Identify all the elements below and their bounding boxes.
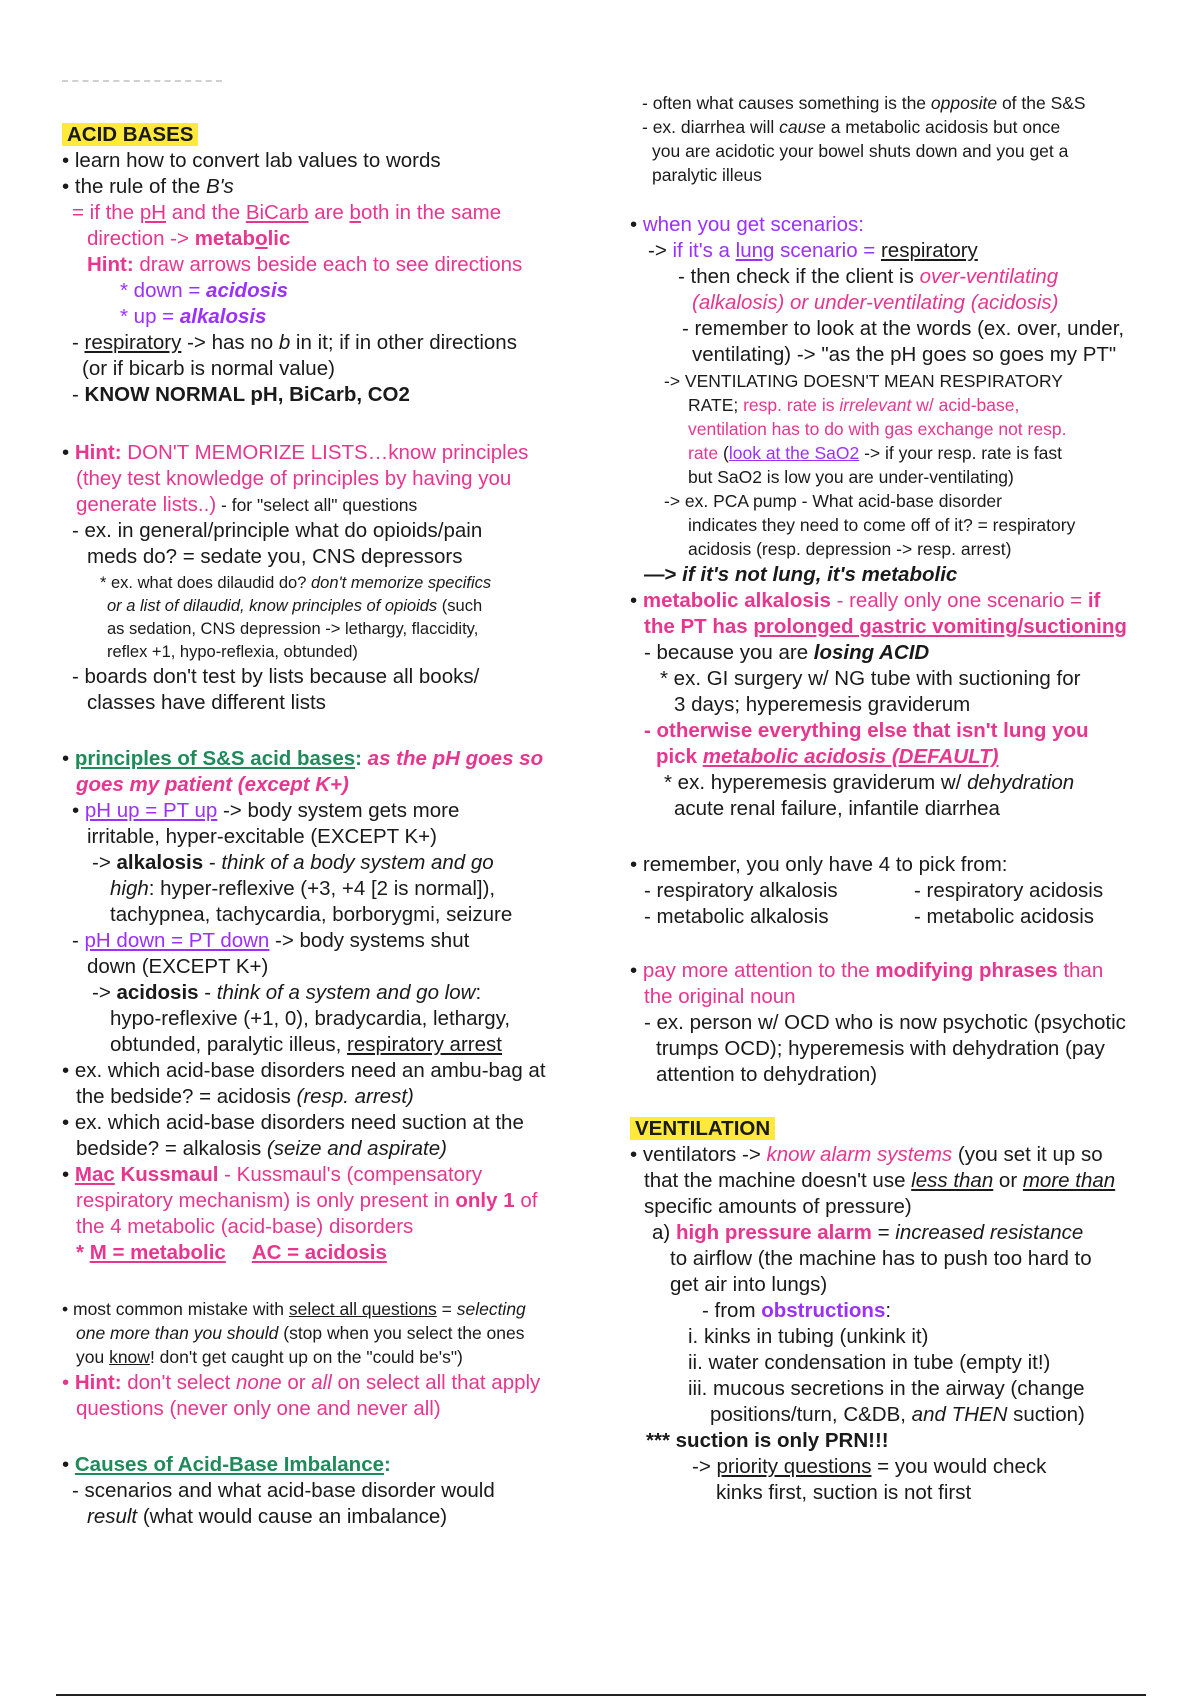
top-faint-heading-mark xyxy=(62,80,222,88)
note-line: Hint: draw arrows beside each to see directions xyxy=(87,253,523,276)
note-line: - boards don't test by lists because all books/ xyxy=(72,665,480,688)
note-line: * ex. GI surgery w/ NG tube with suctioning for xyxy=(660,667,1081,690)
note-line: —> if it's not lung, it's metabolic xyxy=(644,563,958,586)
note-line: (alkalosis) or under-ventilating (acidosis) xyxy=(692,291,1059,314)
note-line: ventilating) -> "as the pH goes so goes my PT" xyxy=(692,343,1117,366)
note-line: *** suction is only PRN!!! xyxy=(646,1429,889,1452)
note-line: to airflow (the machine has to push too hard to xyxy=(670,1247,1092,1270)
note-line: - ex. diarrhea will cause a metabolic acidosis but once xyxy=(642,117,1061,137)
note-line: -> VENTILATING DOESN'T MEAN RESPIRATORY xyxy=(664,371,1063,391)
note-line: direction -> metabolic xyxy=(87,227,291,250)
note-line: the PT has prolonged gastric vomiting/suctioning xyxy=(644,615,1127,638)
note-line: result (what would cause an imbalance) xyxy=(87,1505,448,1528)
note-line: - pH down = PT down -> body systems shut xyxy=(72,929,470,952)
note-line: -> acidosis - think of a system and go low: xyxy=(92,981,482,1004)
note-line: • remember, you only have 4 to pick from: xyxy=(630,853,1008,876)
note-line: • Hint: don't select none or all on select all that apply xyxy=(62,1371,541,1394)
note-line: kinks first, suction is not first xyxy=(716,1481,972,1504)
note-line: - metabolic alkalosis xyxy=(644,905,829,928)
note-line: • pay more attention to the modifying phrases than xyxy=(630,959,1104,982)
note-line: as sedation, CNS depression -> lethargy, flaccidity, xyxy=(107,620,479,638)
note-line: RATE; resp. rate is irrelevant w/ acid-base, xyxy=(688,395,1020,415)
note-line: • most common mistake with select all questions = selecting xyxy=(62,1299,526,1319)
note-line: hypo-reflexive (+1, 0), bradycardia, lethargy, xyxy=(110,1007,511,1030)
note-line: a) high pressure alarm = increased resistance xyxy=(652,1221,1084,1244)
note-line: paralytic illeus xyxy=(652,165,762,185)
note-line: trumps OCD); hyperemesis with dehydration (pay xyxy=(656,1037,1105,1060)
note-line: -> ex. PCA pump - What acid-base disorder xyxy=(664,491,1002,511)
note-line: * down = acidosis xyxy=(120,279,289,302)
note-line: • metabolic alkalosis - really only one scenario = if xyxy=(630,589,1101,612)
note-line: * up = alkalosis xyxy=(120,305,267,328)
note-line: irritable, hyper-excitable (EXCEPT K+) xyxy=(87,825,437,848)
note-line: you are acidotic your bowel shuts down and you get a xyxy=(652,141,1069,161)
note-line: indicates they need to come off of it? = respiratory xyxy=(688,515,1076,535)
note-line: - remember to look at the words (ex. over, under, xyxy=(682,317,1125,340)
note-line: rate (look at the SaO2 -> if your resp. rate is fast xyxy=(688,443,1063,463)
note-line: that the machine doesn't use less than or more than xyxy=(644,1169,1116,1192)
note-line: = if the pH and the BiCarb are both in the same xyxy=(72,201,502,224)
note-line: • when you get scenarios: xyxy=(630,213,864,236)
note-line: (or if bicarb is normal value) xyxy=(82,357,335,380)
note-line: - then check if the client is over-ventilating xyxy=(678,265,1059,288)
note-line: reflex +1, hypo-reflexia, obtunded) xyxy=(107,643,358,661)
note-line: • Hint: DON'T MEMORIZE LISTS…know principles xyxy=(62,441,529,464)
note-line: respiratory mechanism) is only present in only 1 of xyxy=(76,1189,538,1212)
note-line: but SaO2 is low you are under-ventilating) xyxy=(688,467,1014,487)
note-line: acidosis (resp. depression -> resp. arrest) xyxy=(688,539,1012,559)
note-line: * ex. hyperemesis graviderum w/ dehydration xyxy=(664,771,1075,794)
note-line: one more than you should (stop when you select the ones xyxy=(76,1323,525,1343)
note-line: • ex. which acid-base disorders need an ambu-bag at xyxy=(62,1059,546,1082)
note-line: goes my patient (except K+) xyxy=(76,773,349,796)
note-line: classes have different lists xyxy=(87,691,326,714)
note-line: 3 days; hyperemesis graviderum xyxy=(674,693,971,716)
note-line: ventilation has to do with gas exchange not resp. xyxy=(688,419,1067,439)
note-line: - metabolic acidosis xyxy=(914,905,1095,928)
note-line: • ex. which acid-base disorders need suction at the xyxy=(62,1111,524,1134)
note-line: - ex. person w/ OCD who is now psychotic (psychotic xyxy=(644,1011,1126,1034)
note-line: • principles of S&S acid bases: as the pH goes so xyxy=(62,747,544,770)
note-line: -> priority questions = you would check xyxy=(692,1455,1047,1478)
note-line: • learn how to convert lab values to words xyxy=(62,149,441,172)
note-line: get air into lungs) xyxy=(670,1273,828,1296)
note-line: - KNOW NORMAL pH, BiCarb, CO2 xyxy=(72,383,410,406)
note-line: -> alkalosis - think of a body system and go xyxy=(92,851,494,874)
note-line: pick metabolic acidosis (DEFAULT) xyxy=(656,745,999,768)
note-line: questions (never only one and never all) xyxy=(76,1397,441,1420)
note-line: positions/turn, C&DB, and THEN suction) xyxy=(710,1403,1085,1426)
note-line: - respiratory -> has no b in it; if in other directions xyxy=(72,331,517,354)
note-line: - otherwise everything else that isn't lung you xyxy=(644,719,1089,742)
note-line: i. kinks in tubing (unkink it) xyxy=(688,1325,929,1348)
note-line: generate lists..) - for "select all" questions xyxy=(76,493,418,516)
bottom-divider xyxy=(56,1694,1146,1696)
note-line: high: hyper-reflexive (+3, +4 [2 is normal]), xyxy=(110,877,496,900)
note-line: - because you are losing ACID xyxy=(644,641,930,664)
note-line: down (EXCEPT K+) xyxy=(87,955,269,978)
note-line: meds do? = sedate you, CNS depressors xyxy=(87,545,463,568)
note-line: (they test knowledge of principles by having you xyxy=(76,467,512,490)
note-line: * M = metabolic AC = acidosis xyxy=(76,1241,387,1264)
note-line: - often what causes something is the opposite of the S&S xyxy=(642,93,1086,113)
note-line: attention to dehydration) xyxy=(656,1063,878,1086)
note-line: tachypnea, tachycardia, borborygmi, seizure xyxy=(110,903,513,926)
note-line: * ex. what does dilaudid do? don't memorize specifics xyxy=(100,574,492,592)
note-line: - from obstructions: xyxy=(702,1299,892,1322)
note-line: bedside? = alkalosis (seize and aspirate) xyxy=(76,1137,447,1160)
note-line: - scenarios and what acid-base disorder would xyxy=(72,1479,495,1502)
section-heading-ventilation: VENTILATION xyxy=(630,1116,775,1142)
note-line: • Causes of Acid-Base Imbalance: xyxy=(62,1453,391,1476)
section-heading-acid-bases: ACID BASES xyxy=(62,122,198,148)
note-line: • Mac Kussmaul - Kussmaul's (compensatory xyxy=(62,1163,483,1186)
note-line: • pH up = PT up -> body system gets more xyxy=(72,799,460,822)
note-line: - respiratory alkalosis xyxy=(644,879,838,902)
note-line: -> if it's a lung scenario = respiratory xyxy=(648,239,978,262)
note-line: - respiratory acidosis xyxy=(914,879,1104,902)
note-line: • the rule of the B's xyxy=(62,175,234,198)
note-line: the original noun xyxy=(644,985,796,1008)
note-line: the 4 metabolic (acid-base) disorders xyxy=(76,1215,414,1238)
note-line: ii. water condensation in tube (empty it!) xyxy=(688,1351,1051,1374)
note-line: iii. mucous secretions in the airway (change xyxy=(688,1377,1085,1400)
note-line: specific amounts of pressure) xyxy=(644,1195,912,1218)
note-line: or a list of dilaudid, know principles of opioids (such xyxy=(107,597,483,615)
note-line: • ventilators -> know alarm systems (you set it up so xyxy=(630,1143,1103,1166)
note-line: you know! don't get caught up on the "could be's") xyxy=(76,1347,463,1367)
note-line: acute renal failure, infantile diarrhea xyxy=(674,797,1000,820)
note-line: - ex. in general/principle what do opioids/pain xyxy=(72,519,483,542)
note-line: the bedside? = acidosis (resp. arrest) xyxy=(76,1085,414,1108)
note-line: obtunded, paralytic illeus, respiratory arrest xyxy=(110,1033,502,1056)
